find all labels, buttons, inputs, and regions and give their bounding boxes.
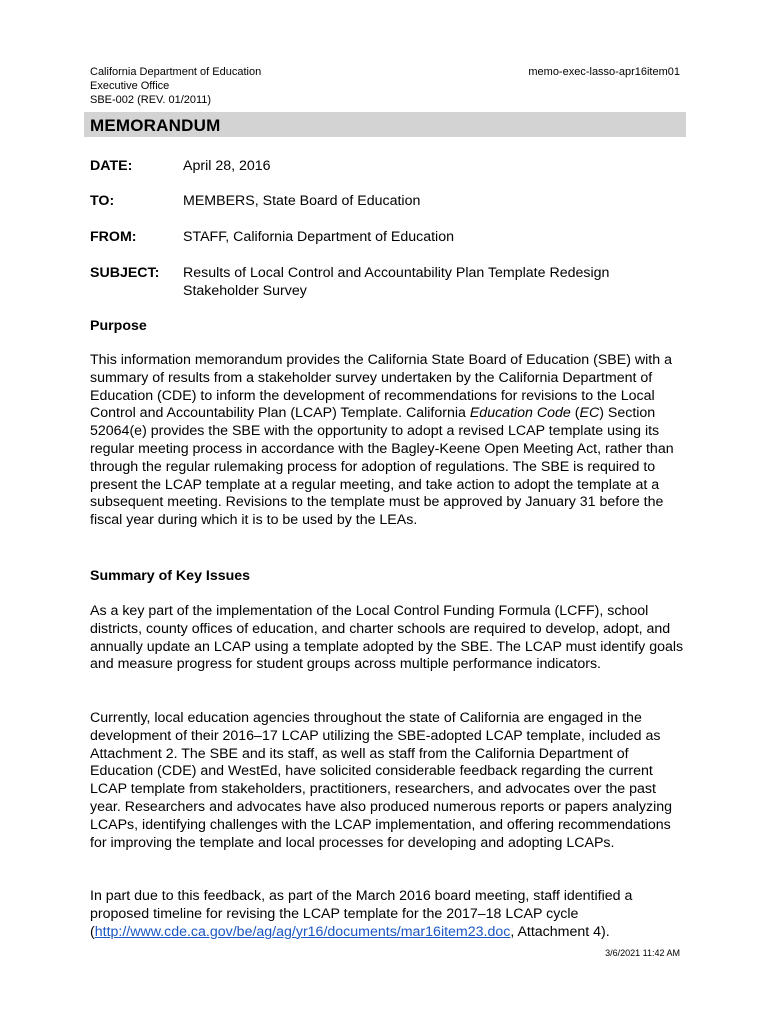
header-left (90, 65, 261, 107)
date-label: DATE: (90, 158, 133, 174)
summary-text-3b: , Attachment 4). (510, 923, 610, 940)
to-value: MEMBERS, State Board of Education (183, 193, 421, 209)
purpose-paragraph (90, 352, 690, 530)
purpose-italic-2: EC (579, 405, 600, 422)
from-value: STAFF, California Department of Education (183, 229, 454, 245)
header-org: California Department of Education (90, 66, 262, 78)
purpose-text-1: This information memorandum provides the California State Board of Education (SBE) with a summary of results from a stakeholder survey undertaken by the California Department of Education (CDE) to inform the development of recommendations for revisions to the Local Control and Accountability Plan (LCAP) Template. California (90, 352, 672, 422)
subject-label: SUBJECT: (90, 265, 160, 281)
attachment-link[interactable]: http://www.cde.ca.gov/be/ag/ag/yr16/documents/mar16item23.doc (94, 923, 511, 940)
summary-text-3a: In part due to this feedback, as part of the March 2016 board meeting, staff identified a proposed timeline for revising the LCAP template for the 2017–18 LCAP cycle ( (90, 888, 633, 940)
summary-paragraph-2: Currently, local education agencies throughout the state of California are engaged in the development of their 2016–17 LCAP utilizing the SBE-adopted LCAP template, included as Attachment 2. The SBE and its staff, as well as staff from the California Department of Education (CDE) and WestEd, have solicited considerable feedback regarding the current LCAP template from stakeholders, practitioners, researchers, and advocates over the past year. Researchers and advocates have also produced numerous reports or papers analyzing LCAPs, identifying challenges with the LCAP implementation, and offering recommendations for improving the template and local processes for developing and adopting LCAPs. (90, 710, 673, 851)
summary-paragraph-1: As a key part of the implementation of the Local Control Funding Formula (LCFF), school districts, county offices of education, and charter schools are required to develop, adopt, and annually update an LCAP using a template adopted by the SBE. The LCAP must identify goals and measure progress for student groups across multiple performance indicators. (90, 603, 684, 673)
summary-paragraph-3 (90, 888, 690, 941)
purpose-text-3: ) Section 52064(e) provides the SBE with the opportunity to adopt a revised LCAP template using its regular meeting process in accordance with the Bagley-Keene Open Meeting Act, rather than through the regular rulemaking process for adoption of regulations. The SBE is required to present the LCAP template at a regular meeting, and take action to adopt the template at a subsequent meeting. Revisions to the template must be approved by January 31 before the fiscal year during which it is to be used by the LEAs. (90, 405, 674, 529)
purpose-italic-1: Education Code (469, 405, 571, 422)
from-label: FROM: (90, 229, 137, 245)
header-office: Executive Office (90, 80, 170, 92)
date-value: April 28, 2016 (183, 158, 271, 174)
memo-title-bar (84, 112, 686, 137)
footer-timestamp: 3/6/2021 11:42 AM (605, 948, 680, 958)
purpose-heading: Purpose (90, 318, 147, 334)
subject-value: Results of Local Control and Accountability Plan Template Redesign Stakeholder Survey (183, 265, 610, 299)
summary-heading: Summary of Key Issues (90, 568, 251, 584)
header-form: SBE-002 (REV. 01/2011) (90, 94, 212, 106)
header-memo-id: memo-exec-lasso-apr16item01 (528, 66, 680, 78)
purpose-text-2: ( (570, 405, 580, 422)
to-label: TO: (90, 193, 115, 209)
memo-title: MEMORANDUM (90, 116, 221, 135)
